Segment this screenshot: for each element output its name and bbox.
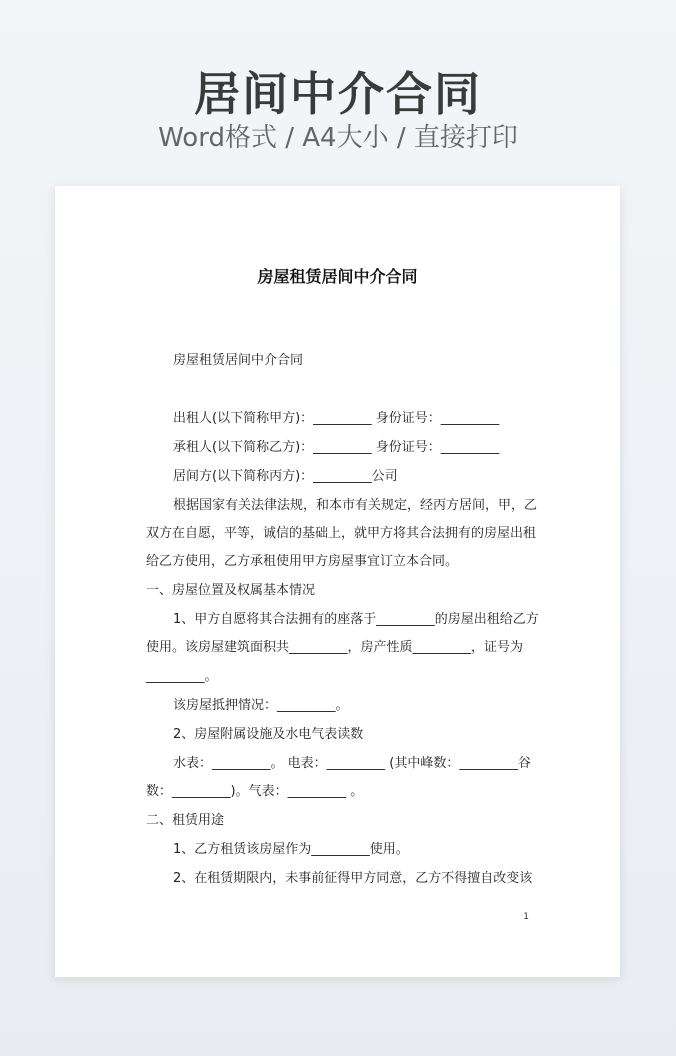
document-line: _________。 (146, 669, 218, 684)
section-heading: 一、房屋位置及权属基本情况 (146, 583, 316, 598)
document-line: 2、在租赁期限内，未事前征得甲方同意，乙方不得擅自改变该 (173, 871, 533, 886)
document-line: 1、甲方自愿将其合法拥有的座落于_________的房屋出租给乙方 (173, 612, 539, 627)
banner-title: 居间中介合同 (194, 67, 482, 121)
document-title: 房屋租赁居间中介合同 (257, 267, 418, 286)
lessee-line: 承租人(以下简称乙方)：_________ 身份证号：_________ (173, 440, 500, 455)
document-line: 双方在自愿，平等，诚信的基础上，就甲方将其合法拥有的房屋出租 (146, 526, 537, 541)
document-line: 数：_________)。气表：_________ 。 (146, 784, 364, 799)
document-page (55, 186, 620, 977)
document-line: 给乙方使用，乙方承租使用甲方房屋事宜订立本合同。 (146, 554, 459, 569)
document-line: 根据国家有关法律法规，和本市有关规定，经丙方居间，甲，乙 (173, 498, 538, 513)
document-line: 该房屋抵押情况：_________。 (173, 698, 349, 713)
agent-line: 居间方(以下简称丙方)：_________公司 (173, 469, 398, 484)
document-line: 水表：_________。 电表：_________ (其中峰数：_________谷 (173, 756, 531, 771)
document-line: 房屋租赁居间中介合同 (173, 353, 304, 368)
document-line: 使用。该房屋建筑面积共_________，房产性质_________，证号为 (146, 640, 524, 655)
page-number: 1 (523, 912, 529, 922)
banner-subtitle: Word格式 / A4大小 / 直接打印 (158, 123, 518, 153)
section-heading: 二、租赁用途 (146, 813, 225, 828)
document-line: 1、乙方租赁该房屋作为_________使用。 (173, 842, 409, 857)
document-line: 2、房屋附属设施及水电气表读数 (173, 727, 364, 742)
lessor-line: 出租人(以下简称甲方)：_________ 身份证号：_________ (173, 411, 500, 426)
